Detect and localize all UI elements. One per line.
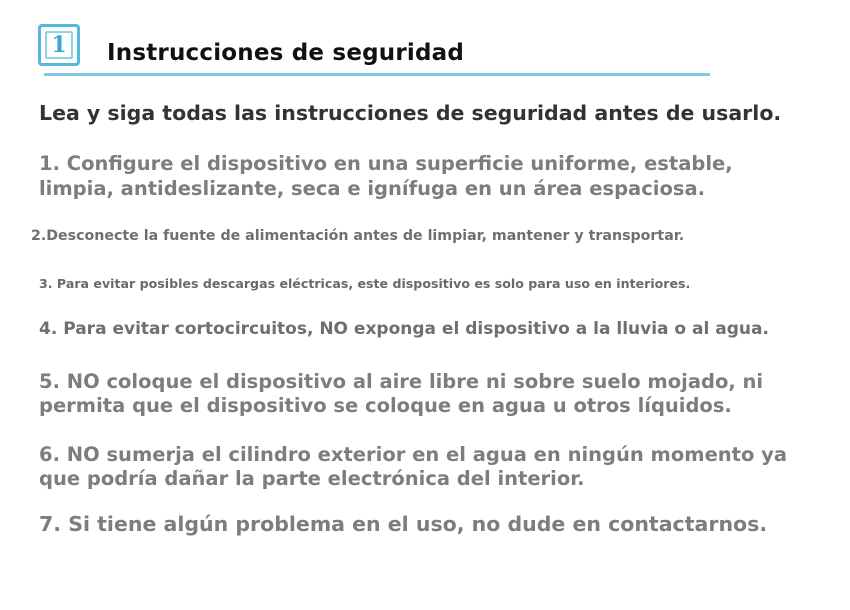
instruction-2-line-1: 2.Desconecte la fuente de alimentación antes de limpiar, mantener y transportar. [31, 228, 685, 244]
instruction-6-line-1: 6. NO sumerja el cilindro exterior en el agua en ningún momento ya [39, 443, 788, 466]
safety-instruction-6 [39, 443, 787, 491]
instruction-5-line-2: permita que el dispositivo se coloque en agua u otros líquidos. [39, 394, 732, 417]
instruction-3-line-1: 3. Para evitar posibles descargas eléctricas, este dispositivo es solo para uso en interiores. [39, 276, 691, 291]
safety-instruction-3 [39, 276, 690, 291]
safety-instruction-5 [39, 370, 763, 418]
info-badge-icon [38, 24, 80, 66]
intro-text: Lea y siga todas las instrucciones de seguridad antes de usarlo. [39, 101, 782, 125]
info-badge-number: 1 [45, 31, 73, 59]
title-underline-divider [44, 73, 710, 76]
instruction-7-line-1: 7. Si tiene algún problema en el uso, no dude en contactarnos. [39, 512, 768, 536]
instruction-6-line-2: que podría dañar la parte electrónica del interior. [39, 467, 585, 490]
instruction-4-line-1: 4. Para evitar cortocircuitos, NO exponga el dispositivo a la lluvia o al agua. [39, 319, 769, 339]
safety-instruction-1 [39, 151, 733, 201]
safety-instruction-7 [39, 512, 767, 536]
instruction-1-line-1: 1. Configure el dispositivo en una superficie uniforme, estable, [39, 152, 733, 175]
safety-instruction-4 [39, 319, 769, 339]
page-title: Instrucciones de seguridad [107, 40, 465, 66]
section-header [38, 24, 710, 80]
instruction-1-line-2: limpia, antideslizante, seca e ignífuga en un área espaciosa. [39, 177, 706, 200]
safety-instruction-2 [31, 228, 684, 244]
instruction-5-line-1: 5. NO coloque el dispositivo al aire libre ni sobre suelo mojado, ni [39, 370, 764, 393]
